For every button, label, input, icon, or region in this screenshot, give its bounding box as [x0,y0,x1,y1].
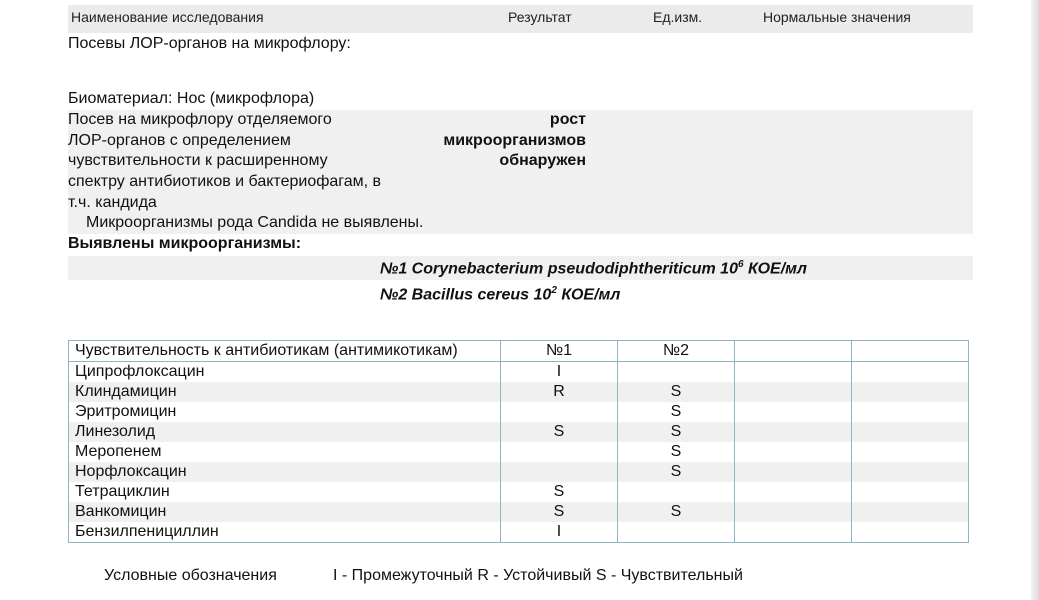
empty-cell [852,482,969,502]
header-cell: №2 [618,341,735,362]
table-row [69,522,969,543]
empty-cell [852,462,969,482]
drug-name: Тетрациклин [69,482,501,502]
empty-cell [735,382,852,402]
test-name-line: Посев на микрофлору отделяемого [68,111,332,128]
organism-1: №1 Corynebacterium pseudodiphtheriticum $10^6$ КОЕ/мл [380,259,807,278]
test-result-line: микроорганизмов [443,132,586,149]
result-2 [618,362,735,383]
test-result-line: рост [549,111,586,128]
empty-cell [852,402,969,422]
empty-cell [852,442,969,462]
empty-cell [852,522,969,543]
drug-name: Меропенем [69,442,501,462]
result-2 [618,522,735,543]
legend-text: I - Промежуточный R - Устойчивый S - Чувствительный [333,567,743,584]
result-1: S [501,482,618,502]
result-2: S [618,502,735,522]
test-name-line: чувствительности к расширенному [68,152,328,169]
header-cell [852,341,969,362]
empty-cell [735,502,852,522]
empty-cell [735,522,852,543]
table-row [69,402,969,422]
empty-cell [735,402,852,422]
result-2 [618,482,735,502]
header-cell: №1 [501,341,618,362]
drug-name: Линезолид [69,422,501,442]
detected-title: Выявлены микроорганизмы: [68,235,302,252]
header-cell: Чувствительность к антибиотикам (антимикотикам) [69,341,501,362]
drug-name: Клиндамицин [69,382,501,402]
empty-cell [735,362,852,383]
header-norm: Нормальные значения [763,9,911,25]
drug-name: Ципрофлоксацин [69,362,501,383]
result-2: S [618,402,735,422]
drug-name: Ванкомицин [69,502,501,522]
header-cell [735,341,852,362]
table-row [69,442,969,462]
result-1: R [501,382,618,402]
result-1 [501,402,618,422]
page-edge [1031,0,1039,600]
test-name-line: спектру антибиотиков и бактериофагам, в [68,173,382,190]
drug-name: Эритромицин [69,402,501,422]
table-header-row [69,341,969,362]
result-1: I [501,362,618,383]
drug-name: Бензилпенициллин [69,522,501,543]
organism-2: №2 Bacillus cereus $10^2$ КОЕ/мл [380,285,621,304]
table-row [69,462,969,482]
sensitivity-table [68,340,969,543]
result-2: S [618,382,735,402]
result-1: S [501,422,618,442]
table-row [69,482,969,502]
drug-name: Норфлоксацин [69,462,501,482]
test-name-line: ЛОР-органов с определением [68,132,291,149]
table-row [69,422,969,442]
result-2: S [618,422,735,442]
empty-cell [852,422,969,442]
empty-cell [852,382,969,402]
result-2: S [618,462,735,482]
result-1 [501,462,618,482]
header-result: Результат [508,9,572,25]
section-title: Посевы ЛОР-органов на микрофлору: [68,35,351,52]
empty-cell [852,502,969,522]
table-row [69,502,969,522]
result-1 [501,442,618,462]
table-row [69,362,969,383]
legend-title: Условные обозначения [104,567,277,584]
empty-cell [735,482,852,502]
empty-cell [735,462,852,482]
candida-note: Микроорганизмы рода Candida не выявлены. [86,214,424,231]
empty-cell [735,422,852,442]
empty-cell [735,442,852,462]
table-row [69,382,969,402]
result-1: S [501,502,618,522]
test-result-line: обнаружен [499,152,586,169]
test-name-line: т.ч. кандида [68,194,157,211]
header-name: Наименование исследования [71,9,264,25]
biomaterial: Биоматериал: Нос (микрофлора) [68,90,315,107]
empty-cell [852,362,969,383]
result-1: I [501,522,618,543]
result-2: S [618,442,735,462]
header-unit: Ед.изм. [653,9,703,25]
